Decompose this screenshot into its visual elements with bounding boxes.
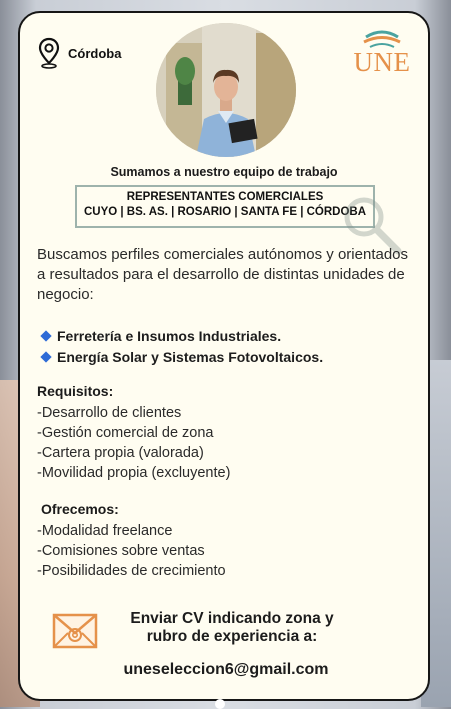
location-label: Córdoba	[68, 45, 122, 61]
list-item: -Desarrollo de clientes	[37, 405, 182, 421]
job-post-card	[18, 11, 430, 701]
logo-text: UNE	[353, 47, 411, 77]
offer-title: Ofrecemos:	[41, 501, 119, 517]
area-label: Ferretería e Insumos Industriales.	[57, 327, 282, 344]
une-logo	[350, 29, 414, 77]
location-pin-icon	[38, 37, 60, 69]
page-indicator-dot	[215, 699, 225, 709]
representative-photo	[156, 23, 296, 157]
list-item: -Comisiones sobre ventas	[37, 543, 205, 559]
list-item: -Movilidad propia (excluyente)	[37, 465, 231, 481]
role-places: CUYO | BS. AS. | ROSARIO | SANTA FE | CÓRDOBA	[83, 206, 367, 218]
list-item: -Cartera propia (valorada)	[37, 445, 204, 461]
diamond-bullet-icon	[40, 330, 51, 341]
diamond-bullet-icon	[40, 351, 51, 362]
requirements-section	[37, 383, 230, 483]
list-item: -Gestión comercial de zona	[37, 425, 214, 441]
list-item: -Posibilidades de crecimiento	[37, 563, 226, 579]
requirements-title: Requisitos:	[37, 383, 114, 399]
list-item	[39, 346, 323, 367]
list-item	[39, 325, 323, 346]
cta-text: Enviar CV indicando zona y rubro de experiencia a:	[130, 610, 334, 645]
location	[38, 37, 121, 69]
area-label: Energía Solar y Sistemas Fotovoltaicos.	[57, 348, 324, 365]
envelope-at-icon	[52, 613, 98, 649]
list-item: -Modalidad freelance	[37, 523, 173, 539]
contact-email[interactable]: uneseleccion6@gmail.com	[123, 661, 329, 678]
business-areas	[39, 325, 323, 367]
offer-section	[37, 501, 226, 581]
role-box	[75, 185, 375, 228]
tagline: Sumamos a nuestro equipo de trabajo	[110, 165, 338, 179]
role-title: REPRESENTANTES COMERCIALES	[126, 191, 324, 203]
intro-paragraph: Buscamos perfiles comerciales autónomos y orientados a resultados para el desarrollo de distintas unidades de negocio:	[37, 246, 409, 303]
